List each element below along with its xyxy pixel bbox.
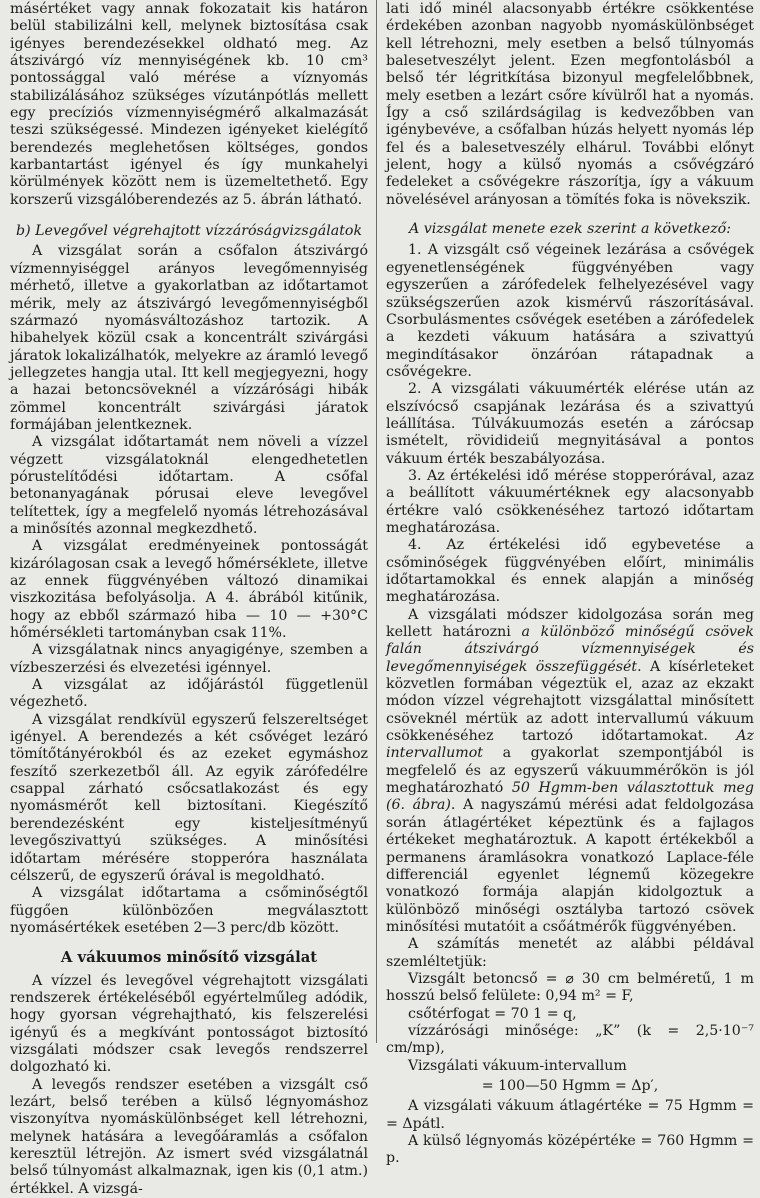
- calc-line: Vizsgálati vákuum-intervallum: [408, 1057, 627, 1074]
- paragraph: másértéket vagy annak fokozatait kis határon belül stabilizálni kell, melynek biztosítása csak igényes berendezésekkel oldható meg. Az átszivárgó víz mennyiségének kb. 10 cm³ pontossággal való mérése a víznyomás stabilizálásához szükséges vízutánpótlás mellett egy precíziós vízmennyiségmérő alkalmazását teszi szükségessé. Mindezen igényeket kielégítő berendezés meglehetősen költséges, gondos karbantartást igényel és így munkahelyi körülmények között nem is üzemeltethető. Egy korszerű vizsgálóberendezés az 5. ábrán látható.: [10, 1, 368, 208]
- procedure-step: 3. Az értékelési idő mérése stopperórával, azaz a beállított vákuumértéknek egy alacsonyabb értékre való csökkenéséhez tartozó időtartam meghatározása.: [386, 467, 754, 536]
- section-heading-b: b) Levegővel végrehajtott vízzáróságvizsgálatok: [16, 223, 363, 240]
- calc-line: A külső légnyomás középértéke = 760 Hgmm = p.: [386, 1133, 754, 1167]
- calc-line: = 100—50 Hgmm = Δp′,: [481, 1077, 659, 1094]
- emphasis-run: a különböző minőségű csövek falán átszivárgó vízmennyiségek és levegőmennyiségek összefüggését: [386, 624, 754, 675]
- text-run: . A nagyszámú mérési adat feldolgozása során átlagértéket képeztünk és a fajlagos értékeket meghatároztuk. A kapott értékekből a permanens áramlásokra vonatkozó Laplace-féle differenciál egyenlet légnemű közegekre vonatkozó formája alapján kidolgoztuk a különböző minőségi osztályba tartozó csövek minősítési mutatóit a csőátmérők függvényében.: [386, 797, 754, 935]
- column-divider: [376, 0, 377, 1043]
- calc-line: A vizsgálati vákuum átlagértéke = 75 Hgmm = = Δpátl.: [386, 1098, 754, 1132]
- paragraph: A vízzel és levegővel végrehajtott vizsgálati rendszerek értékeléséből egyértelműleg adódik, hogy gyorsan végrehajtható, kis felszerelési igényű és a megkívánt pontosságot biztosító vizsgálati módszer csak levegős rendszerrel dolgozható ki.: [10, 972, 368, 1076]
- paragraph: A levegős rendszer esetében a vizsgált cső lezárt, belső terében a külső légnyomáshoz viszonyítva nyomáskülönbséget kell létrehozni, melynek hatására a levegőáramlás a csőfalon keresztül létrejön. Az ismert svéd vizsgálatnál belső túlnyomást alkalmaznak, igen kis (0,1 atm.) értékkel. A vizsgá-: [10, 1076, 368, 1197]
- right-column: [386, 0, 754, 1167]
- paragraph: A vizsgálat az időjárástól függetlenül végezhető.: [10, 677, 368, 711]
- text-run: A vizsgálati módszer kidolgozása során meg kellett határozni: [386, 606, 754, 641]
- paragraph: A vizsgálat rendkívül egyszerű felszereltséget igényel. A berendezés a két csővéget lezáró tömítőtányérokból és az ezeket egymáshoz feszítő szerkezetből áll. Az egyik zárófedélre csappal zárható csőcsatlakozást és egy nyomásmérőt kell biztosítani. Kiegészítő berendezésként egy kisteljesítményű levegőszivattyú szükséges. A minősítési időtartam mérésére stopperóra használata célszerű, de egyszerű órával is megoldható.: [10, 711, 368, 884]
- emphasis-run: 50 Hgmm-ben választottuk meg (6. ábra): [386, 780, 754, 814]
- paragraph: A vizsgálat időtartama a csőminőségtől függően különbözően megválasztott nyomásértékek esetében 2—3 perc/db között.: [10, 885, 368, 936]
- left-column: [10, 0, 368, 1197]
- emphasis-run: Az intervallumot: [386, 728, 754, 762]
- paragraph: A vizsgálat időtartamát nem növeli a vízzel végzett vizsgálatoknál elengedhetetlen pórustelítődési időtartam. A csőfal betonanyagának pórusai eleve levegővel telítettek, így a megfelelő nyomás létrehozásával a minősítés azonnal megkezdhető.: [10, 434, 368, 537]
- text-run: a gyakorlat szempontjából is megfelelő és az egyszerű vákuummérőkön is jól meghatározható: [386, 745, 754, 797]
- paragraph: A számítás menetét az alábbi példával szemléltetjük:: [386, 936, 754, 970]
- paragraph: A vizsgálatnak nincs anyagigénye, szemben a vízbeszerzési és elvezetési igénnyel.: [10, 642, 368, 676]
- calc-line: vízzárósági minősége: „K” (k = 2,5·10⁻⁷ cm/mp),: [386, 1022, 754, 1057]
- text-run: . A kísérleteket közvetlen formában végeztük el, azaz az ekzakt módon vízzel végrehajtott vizsgálattal minősített csöveknél mértük az adott intervallumú vákuum csökkenéséhez tartozó időtartamokat.: [386, 658, 754, 745]
- procedure-step: 2. A vizsgálati vákuumérték elérése után az elszívócső csapjának lezárása és a szivattyú leállítása. Túlvákuumozás esetén a zárócsap ismételt, rövidideiű megnyitásával a pontos vákuum érték beszabályozása.: [386, 381, 754, 467]
- paragraph: [386, 607, 754, 937]
- section-heading-vakuum: A vákuumos minősítő vizsgálat: [60, 949, 318, 967]
- paragraph: A vizsgálat eredményeinek pontosságát kizárólagosan csak a levegő hőmérséklete, illetve az ennek függvényében változó dinamikai viszkozitása befolyásolja. A 4. ábrából kitűnik, hogy az ebből származó hiba — 10 — +30°C hőmérsékleti tartományban csak 11%.: [10, 538, 368, 642]
- calc-line: csőtérfogat = 70 1 = q,: [408, 1005, 577, 1022]
- paragraph: lati idő minél alacsonyabb értékre csökkentése érdekében azonban nagyobb nyomáskülönbséget kell létrehozni, mely esetben a belső túlnyomás balesetveszélyt jelent. Ezen megfontolásból a belső tér légritkítása bizonyul megfelelőbbnek, mely esetben a lezárt csőre kívülről hat a nyomás. Így a cső szilárdságilag is kedvezőbben van igénybevéve, a csőfalban húzás helyett nyomás lép fel és a balesetveszély elhárul. További előnyt jelent, hogy a külső nyomás a csővégzáró fedeleket a csővégekre rászorítja, így a vákuum növelésével arányosan a tömítés foka is növekszik.: [386, 1, 754, 208]
- procedure-step: 1. A vizsgált cső végeinek lezárása a csővégek egyenetlenségének függvényében vagy egyszerűen a zárófedelek felhelyezésével vagy szükségszerűen azok kismérvű rászorításával. Csorbulásmentes csővégek esetében a zárófedelek a kezdeti vákuum hatására a szivattyú megindításakor önzáróan rátapadnak a csővégekre.: [386, 242, 754, 380]
- procedure-heading: A vizsgálat menete ezek szerint a következő:: [408, 221, 731, 238]
- procedure-step: 4. Az értékelési idő egybevetése a csőminőségek függvényében előírt, minimális időtartamokkal és ennek alapján a minőség meghatározása.: [386, 537, 754, 606]
- paragraph: A vizsgálat során a csőfalon átszivárgó vízmennyiséggel arányos levegőmennyiség mérhető, illetve a gyakorlatban az időtartamot mérik, mely az átszivárgó levegőmennyiségből származó nyomásváltozáshoz tartozik. A hibahelyek közül csak a koncentrált szivárgási járatok lokalizálhatók, melyekre az áramló levegő jellegzetes hangja utal. Itt kell megjegyezni, hogy a hazai betoncsöveknél a vízzárósági hibák zömmel koncentrált szivárgási járatok formájában jelentkeznek.: [10, 243, 368, 433]
- calc-line: Vizsgált betoncső = ⌀ 30 cm belméretű, 1 m hosszú belső felülete: 0,94 m² = F,: [386, 970, 754, 1005]
